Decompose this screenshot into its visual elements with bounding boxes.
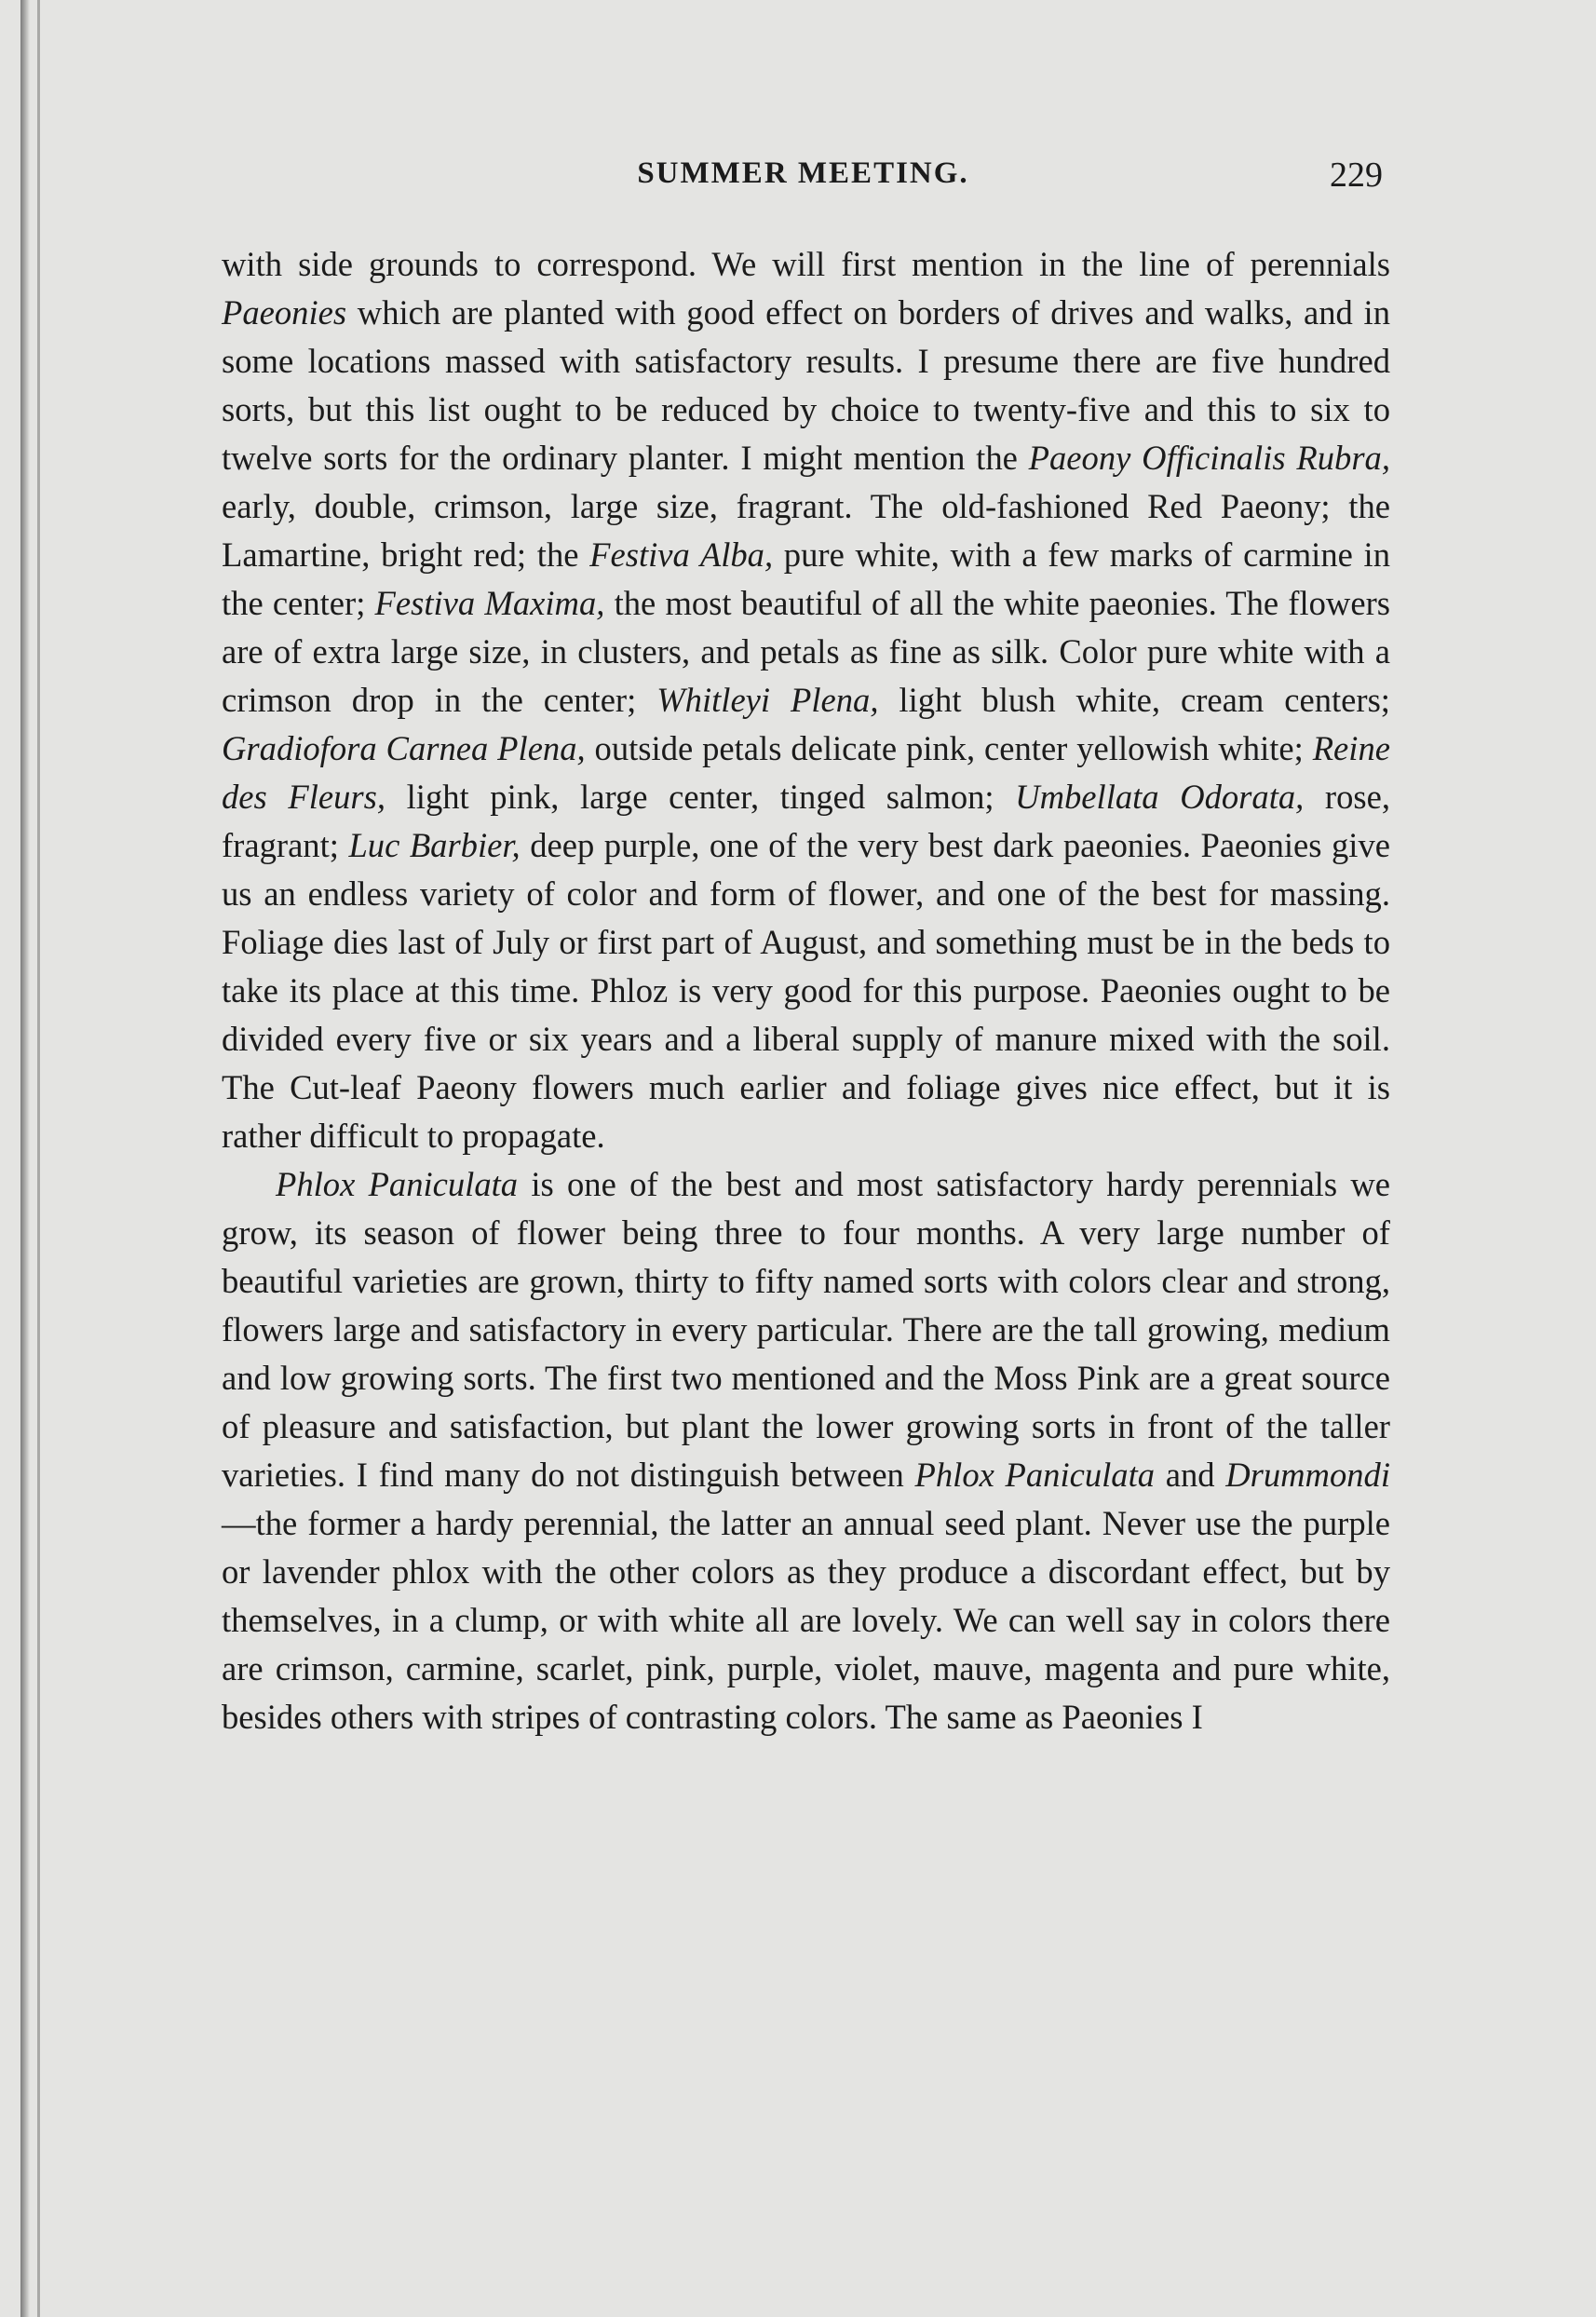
- italic-plant-name: Drummondi: [1225, 1456, 1391, 1494]
- page-header: [223, 156, 1383, 201]
- page-number: 229: [1330, 156, 1383, 195]
- italic-plant-name: Phlox Paniculata: [914, 1456, 1156, 1494]
- italic-plant-name: Phlox Paniculata: [276, 1165, 519, 1203]
- running-head: SUMMER MEETING.: [637, 156, 969, 190]
- text-run: with side grounds to correspond. We will first mention in the line of perennials: [222, 245, 1390, 283]
- italic-plant-name: Luc Barbier,: [348, 826, 521, 864]
- text-run: rose, fragrant;: [222, 778, 1390, 864]
- body-text: [222, 240, 1390, 1741]
- italic-plant-name: Paeonies: [222, 293, 347, 332]
- text-run: is one of the best and most satisfactory hardy perennials we grow, its season of flower being three to four months. A very large number of beautiful varieties are grown, thirty to fifty named sorts with colors clear and strong, flowers large and satisfactory in every particular. There are the tall growing, medium and low growing sorts. The first two mentioned and the Moss Pink are a great source of pleasure and satisfaction, but plant the lower growing sorts in front of the taller varieties. I find many do not distinguish between: [222, 1165, 1390, 1494]
- page-binding-line: [37, 0, 40, 2317]
- text-run: and: [1155, 1456, 1226, 1494]
- text-run: which are planted with good effect on borders of drives and walks, and in some locations massed with satisfactory results. I presume there are five hundred sorts, but this list ought to be reduced by choice to twenty-five and this to six to twelve sorts for the ordinary planter. I might mention the: [222, 293, 1390, 477]
- text-run: deep purple, one of the very best dark paeonies. Paeonies give us an endless variety of color and form of flower, and one of the best for massing. Foliage dies last of July or first part of August, and something must be in the beds to take its place at this time. Phloz is very good for this purpose. Paeonies ought to be divided every five or six years and a liberal supply of manure mixed with the soil. The Cut-leaf Paeony flowers much earlier and foliage gives nice effect, but it is rather difficult to propagate.: [222, 826, 1390, 1155]
- italic-plant-name: Umbellata Odorata,: [1015, 778, 1305, 816]
- paragraph-phlox: [222, 1160, 1390, 1741]
- italic-plant-name: Festiva Maxima,: [374, 584, 605, 622]
- italic-plant-name: Whitleyi Plena,: [656, 681, 879, 719]
- text-run: outside petals delicate pink, center yellowish white;: [585, 729, 1313, 767]
- text-run: pure white, with a few marks of carmine in the center;: [222, 535, 1391, 622]
- text-run: the most beautiful of all the white paeonies. The flowers are of extra large size, in clusters, and petals as fine as silk. Color pure white with a crimson drop in the center;: [222, 584, 1390, 719]
- italic-plant-name: Paeony Officinalis Rubra,: [1028, 439, 1390, 477]
- text-run: early, double, crimson, large size, fragrant. The old-fashioned Red Paeony; the Lamartine, bright red; the: [222, 487, 1390, 574]
- italic-plant-name: Festiva Alba,: [589, 535, 774, 574]
- italic-plant-name: Gradiofora Carnea Plena,: [222, 729, 586, 767]
- paragraph-paeonies: [222, 240, 1390, 1160]
- text-run: light blush white, cream centers;: [878, 681, 1390, 719]
- page-binding-edge: [20, 0, 30, 2317]
- text-run: —the former a hardy perennial, the latter an annual seed plant. Never use the purple or lavender phlox with the other colors as they produce a discordant effect, but by themselves, in a clump, or with white all are lovely. We can well say in colors there are crimson, carmine, scarlet, pink, purple, violet, mauve, magenta and pure white, besides others with stripes of contrasting colors. The same as Paeonies I: [222, 1504, 1390, 1736]
- text-run: light pink, large center, tinged salmon;: [385, 778, 1016, 816]
- italic-plant-name: Reine des Fleurs,: [222, 729, 1390, 816]
